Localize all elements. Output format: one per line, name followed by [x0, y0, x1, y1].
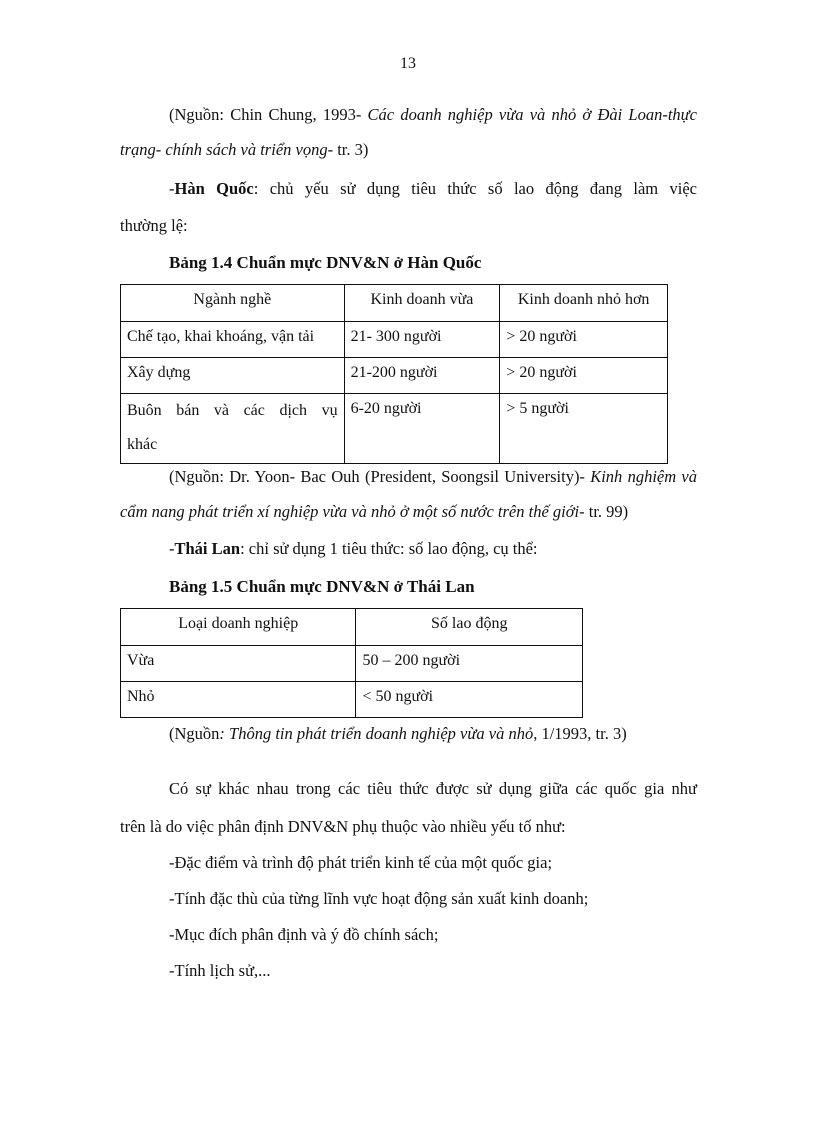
table-cell: > 5 người — [500, 394, 668, 464]
table-cell — [121, 394, 345, 464]
table-row — [121, 394, 668, 464]
factor-list-item: -Tính đặc thù của từng lĩnh vực hoạt động sản xuất kinh doanh; — [169, 889, 589, 908]
source-citation-1-line2: trạng- chính sách và triển vọng- tr. 3) — [120, 140, 369, 159]
source-citation-3: (Nguồn: Thông tin phát triển doanh nghiệp vừa và nhỏ, 1/1993, tr. 3) — [169, 724, 627, 743]
table-cell: Vừa — [121, 646, 356, 682]
table-header-cell: Kinh doanh vừa — [344, 285, 500, 322]
table-row — [121, 646, 583, 682]
table-row — [121, 358, 668, 394]
table-1-5 — [120, 608, 583, 718]
table-header-cell: Loại doanh nghiệp — [121, 609, 356, 646]
factor-list-item: -Tính lịch sử,... — [169, 961, 271, 980]
table-cell: < 50 người — [356, 682, 583, 718]
table-1-4 — [120, 284, 668, 464]
source-citation-1-line1: (Nguồn: Chin Chung, 1993- Các doanh nghiệp vừa và nhỏ ở Đài Loan-thực — [169, 105, 697, 124]
table-cell: 21-200 người — [344, 358, 500, 394]
page-number: 13 — [400, 55, 416, 72]
source-citation-2-line1: (Nguồn: Dr. Yoon- Bac Ouh (President, Soongsil University)- Kinh nghiệm và — [169, 467, 697, 486]
factor-list-item: -Mục đích phân định và ý đồ chính sách; — [169, 925, 439, 944]
table-cell: Nhỏ — [121, 682, 356, 718]
table-cell-line: Buôn bán và các dịch vụ — [127, 402, 338, 419]
table-cell: 6-20 người — [344, 394, 500, 464]
korea-paragraph-line2: thường lệ: — [120, 216, 188, 235]
table-header-cell: Ngành nghề — [121, 285, 345, 322]
thailand-paragraph: -Thái Lan: chỉ sử dụng 1 tiêu thức: số lao động, cụ thể: — [169, 539, 538, 558]
table-row — [121, 322, 668, 358]
table-cell: Xây dựng — [121, 358, 345, 394]
table-cell: 21- 300 người — [344, 322, 500, 358]
table-cell: 50 – 200 người — [356, 646, 583, 682]
table-header-row — [121, 609, 583, 646]
table-header-row — [121, 285, 668, 322]
factor-list-item: -Đặc điểm và trình độ phát triển kinh tế của một quốc gia; — [169, 853, 553, 872]
table-cell: > 20 người — [500, 322, 668, 358]
conclusion-line1: Có sự khác nhau trong các tiêu thức được sử dụng giữa các quốc gia như — [169, 779, 697, 798]
source-citation-2-line2: cẩm nang phát triển xí nghiệp vừa và nhỏ ở một số nước trên thế giới- tr. 99) — [120, 502, 629, 521]
table-cell-line: khác — [127, 436, 158, 453]
table-1-5-caption: Bảng 1.5 Chuẩn mực DNV&N ở Thái Lan — [169, 577, 475, 596]
table-1-4-caption: Bảng 1.4 Chuẩn mực DNV&N ở Hàn Quốc — [169, 253, 482, 272]
table-header-cell: Kinh doanh nhỏ hơn — [500, 285, 668, 322]
table-row — [121, 682, 583, 718]
korea-paragraph-line1: -Hàn Quốc: chủ yếu sử dụng tiêu thức số lao động đang làm việc — [169, 179, 697, 198]
table-header-cell: Số lao động — [356, 609, 583, 646]
conclusion-line2: trên là do việc phân định DNV&N phụ thuộc vào nhiều yếu tố như: — [120, 817, 566, 836]
table-cell: > 20 người — [500, 358, 668, 394]
table-cell: Chế tạo, khai khoáng, vận tải — [121, 322, 345, 358]
